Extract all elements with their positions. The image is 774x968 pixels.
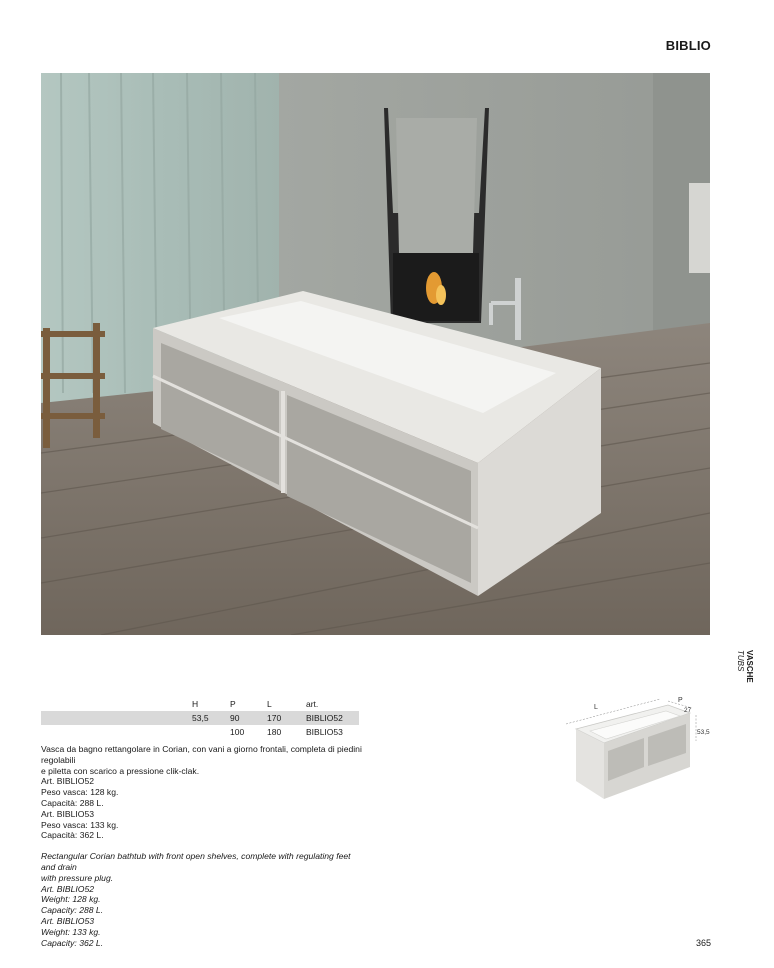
table-header-row	[41, 697, 359, 711]
description-line: Rectangular Corian bathtub with front open shelves, complete with regulating feet and drain	[41, 851, 351, 872]
description-line: Vasca da bagno rettangolare in Corian, con vani a giorno frontali, completa di piedini regolabili	[41, 744, 362, 765]
section-label-italian: VASCHE	[745, 650, 754, 683]
diagram-label-depth: 27	[684, 707, 692, 714]
table-cell: 100	[230, 727, 245, 737]
description-line: Art. BIBLIO53	[41, 808, 95, 819]
section-label-english: TUBS	[736, 650, 745, 672]
description-line: Capacity: 362 L.	[41, 937, 104, 948]
table-cell: BIBLIO53	[306, 727, 343, 737]
table-row	[41, 711, 359, 725]
page-number: 365	[695, 938, 711, 948]
column-header-p: P	[230, 699, 236, 709]
description-italian	[41, 744, 366, 841]
table-cell: 90	[230, 711, 267, 725]
dimension-diagram	[556, 693, 716, 805]
description-line: Capacity: 288 L.	[41, 905, 104, 916]
diagram-label-p: P	[678, 697, 683, 704]
description-line: Capacità: 362 L.	[41, 830, 104, 841]
description-line: e piletta con scarico a pressione clik-clak.	[41, 765, 200, 776]
table-row	[41, 725, 359, 739]
diagram-label-height: 53,5	[697, 729, 710, 736]
product-photo	[41, 73, 710, 635]
column-header-h: H	[192, 699, 199, 709]
table-cell: 180	[267, 727, 282, 737]
description-line: Weight: 128 kg.	[41, 894, 101, 905]
description-line: Weight: 133 kg.	[41, 926, 101, 937]
description-line: Art. BIBLIO52	[41, 776, 95, 787]
diagram-label-l: L	[594, 704, 598, 711]
description-line: Capacità: 288 L.	[41, 797, 104, 808]
page-title: BIBLIO	[665, 38, 711, 53]
column-header-l: L	[267, 699, 272, 709]
description-line: with pressure plug.	[41, 872, 114, 883]
spec-table	[41, 697, 359, 739]
table-cell: 53,5	[192, 711, 230, 725]
description-line: Peso vasca: 128 kg.	[41, 787, 119, 798]
description-line: Art. BIBLIO53	[41, 915, 95, 926]
table-cell: 170	[267, 711, 306, 725]
side-section-tab	[736, 648, 766, 688]
product-description	[41, 744, 366, 948]
description-line: Art. BIBLIO52	[41, 883, 95, 894]
table-cell: BIBLIO52	[306, 711, 359, 725]
description-english	[41, 851, 366, 948]
column-header-art: art.	[306, 699, 319, 709]
description-line: Peso vasca: 133 kg.	[41, 819, 119, 830]
